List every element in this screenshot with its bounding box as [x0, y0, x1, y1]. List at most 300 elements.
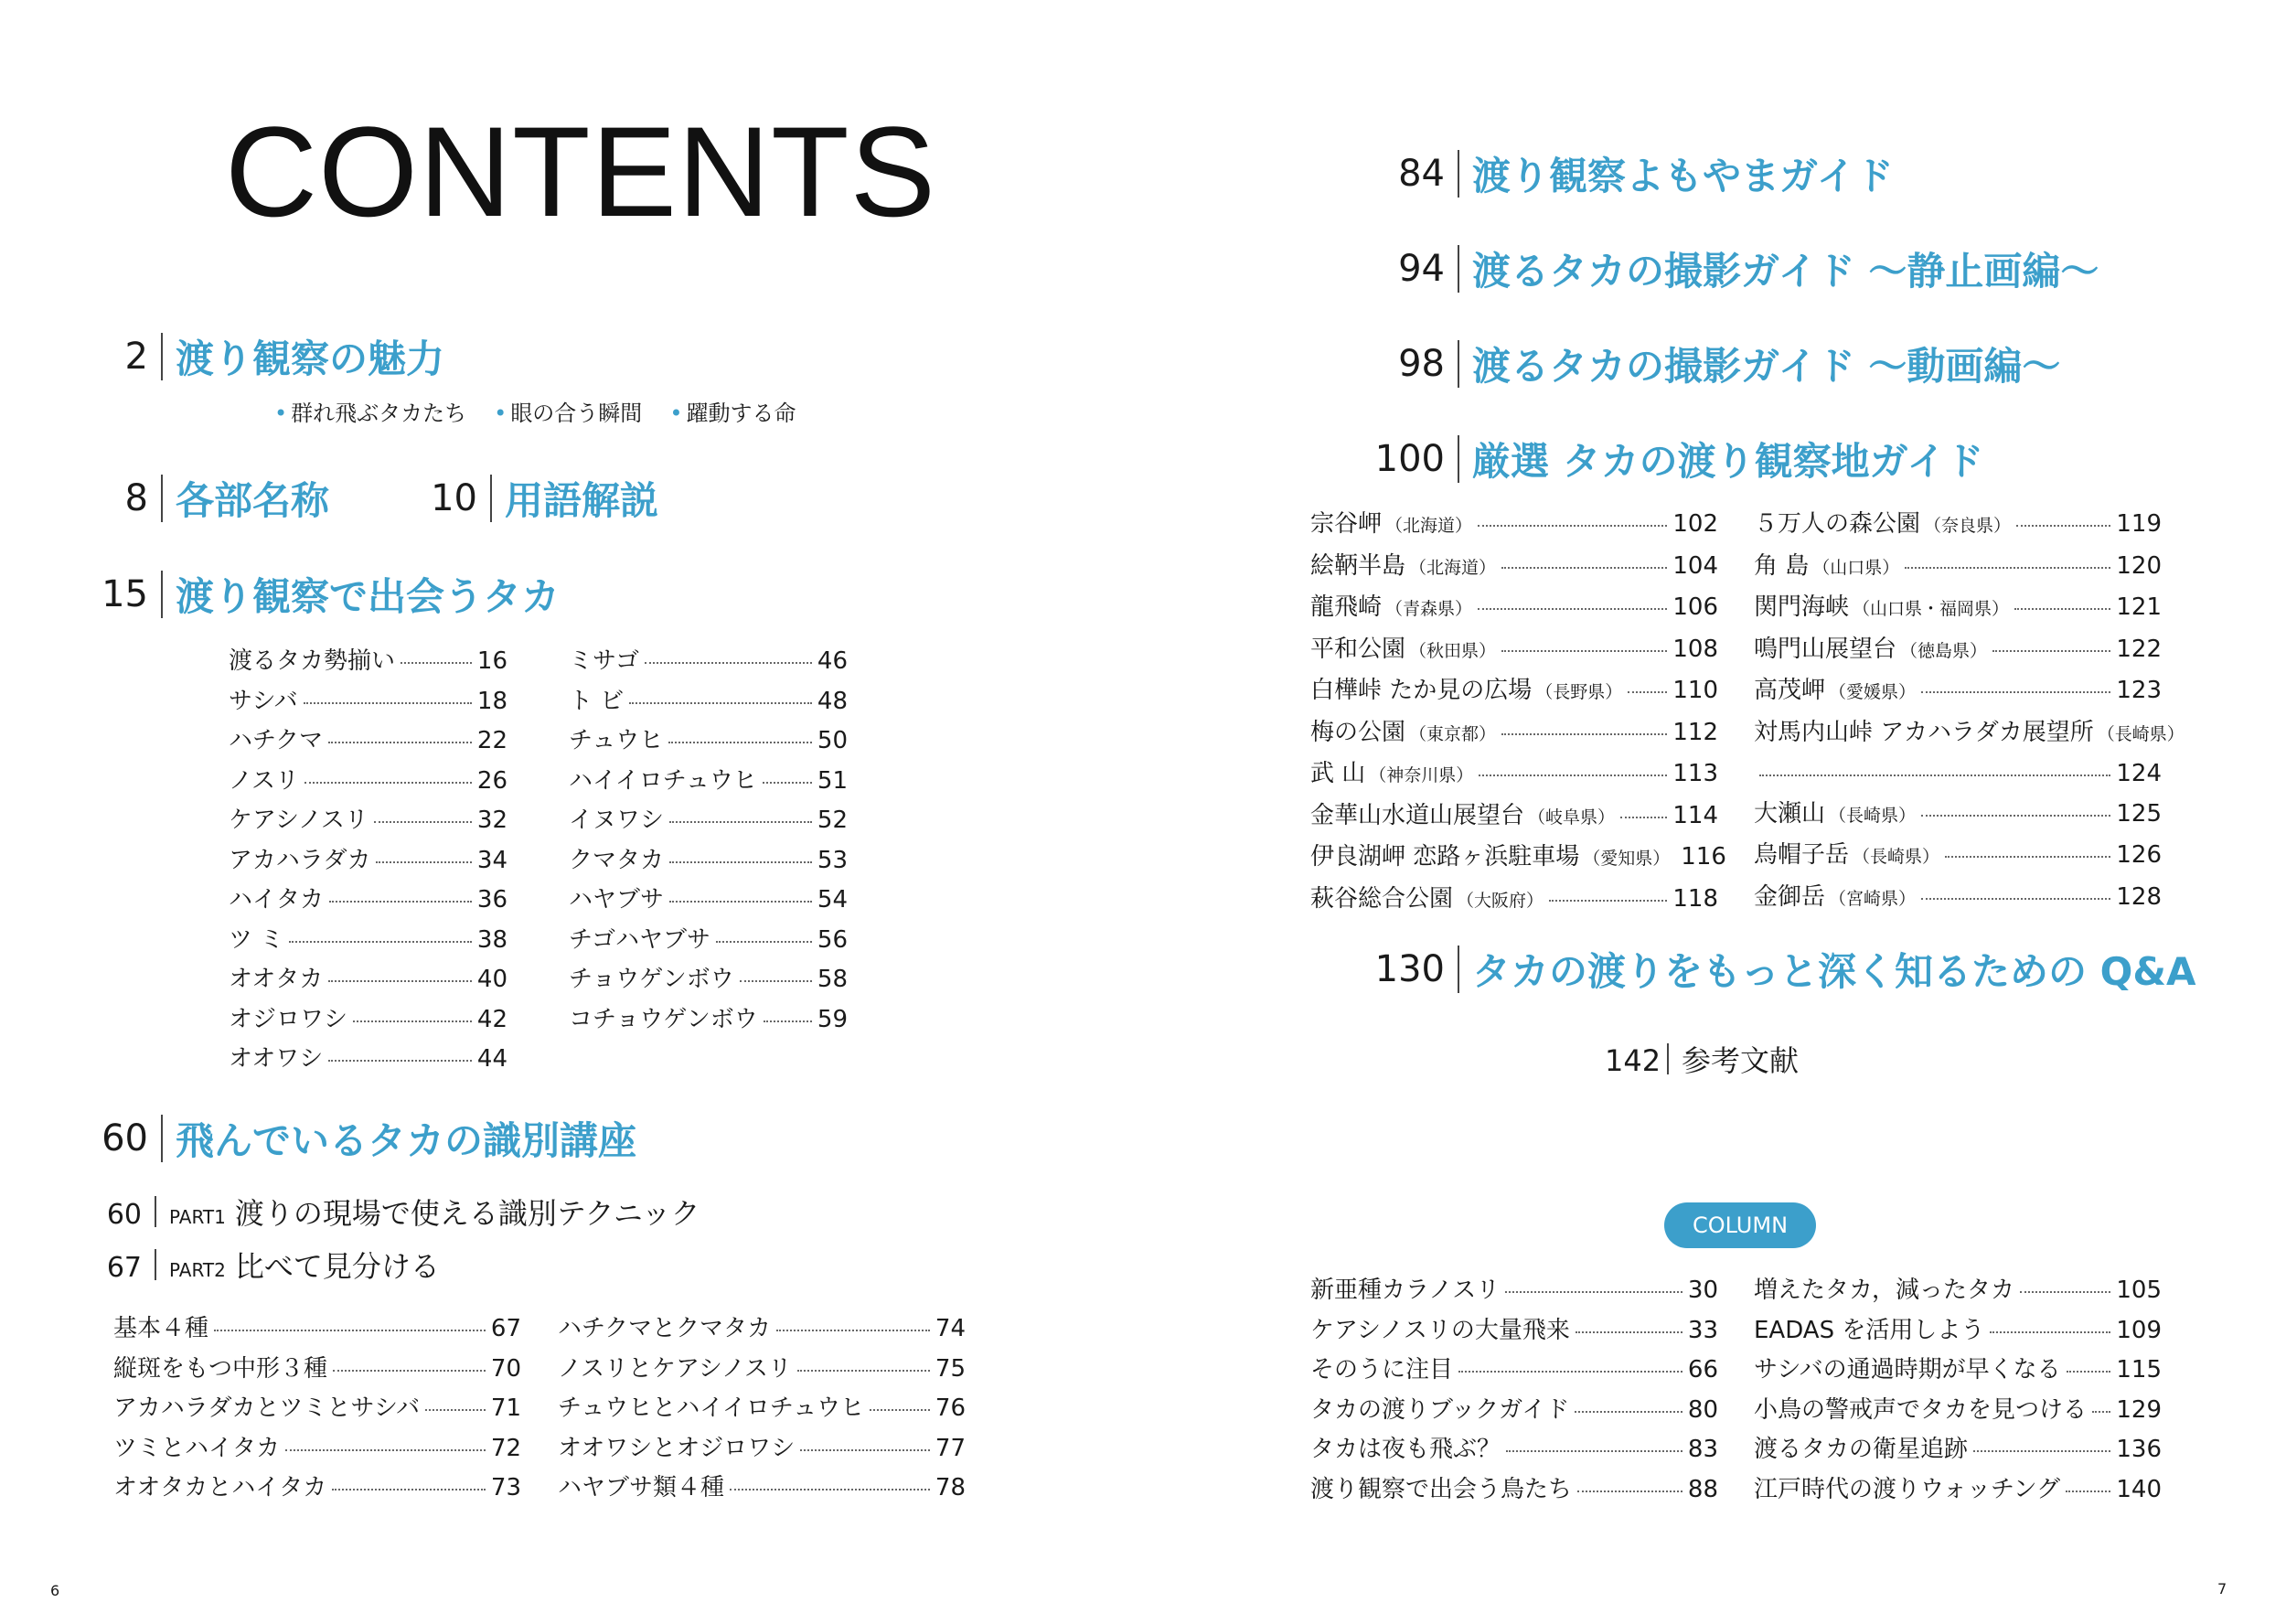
toc-entry[interactable]	[1310, 754, 1718, 796]
section-page: 84	[1398, 153, 1445, 195]
divider	[1458, 150, 1459, 198]
dot-leader	[716, 921, 812, 943]
entry-page: 44	[476, 1045, 507, 1073]
entry-title: 白樺峠 たか見の広場 （長野県）	[1310, 677, 1623, 704]
entry-page: 74	[935, 1315, 966, 1342]
toc-entry[interactable]	[569, 1000, 848, 1041]
entry-page: 22	[476, 727, 507, 754]
toc-entry[interactable]	[1754, 547, 2162, 589]
entry-title: アカハラダカとツミとサシバ	[113, 1394, 421, 1422]
entry-page: 125	[2116, 799, 2162, 828]
entry-title: ５万人の森公園 （奈良県）	[1754, 510, 2012, 538]
entry-page: 34	[476, 846, 507, 874]
entry-prefecture: （青森県）	[1385, 599, 1473, 619]
toc-entry[interactable]	[569, 881, 848, 921]
part-page: 67	[106, 1252, 142, 1284]
entry-page: 75	[935, 1354, 966, 1383]
section-label: 用語解説	[505, 478, 659, 523]
dot-leader	[1458, 1351, 1682, 1373]
toc-entry[interactable]	[569, 801, 848, 841]
part-tag: PART1	[169, 1206, 226, 1228]
entry-page: 58	[817, 966, 848, 993]
entry-title: サシバの通過時期が早くなる	[1754, 1356, 2061, 1384]
divider	[161, 571, 163, 618]
entry-page: 48	[817, 687, 848, 715]
entry-title: ハヤブサ	[569, 886, 665, 914]
entry-page: 110	[1672, 677, 1718, 704]
entry-title: オジロワシ	[229, 1005, 348, 1033]
entry-title: オオタカとハイタカ	[113, 1474, 327, 1501]
dot-leader	[1992, 630, 2110, 652]
entry-page: 40	[476, 966, 507, 993]
entry-title: オオワシとオジロワシ	[558, 1434, 796, 1462]
entry-prefecture: （東京都）	[1409, 723, 1497, 744]
dot-leader	[304, 682, 472, 704]
dot-leader	[328, 1040, 472, 1062]
subtopic: • 眼の合う瞬間	[494, 395, 642, 427]
toc-entry[interactable]	[229, 642, 507, 682]
toc-entry[interactable]	[1754, 1430, 2162, 1470]
dot-leader	[669, 841, 812, 863]
entry-prefecture: （愛媛県）	[1829, 682, 1917, 702]
dot-leader	[1575, 1391, 1682, 1413]
entry-page: 50	[817, 727, 848, 754]
page-number-right: 7	[2217, 1580, 2227, 1597]
refs-label: 参考文献	[1682, 1043, 1800, 1078]
entry-page: 36	[476, 886, 507, 914]
charm-subtopics	[274, 395, 796, 427]
entry-page: 102	[1672, 510, 1718, 538]
entry-prefecture: （秋田県）	[1409, 640, 1497, 661]
entry-page: 136	[2116, 1436, 2162, 1463]
entry-title: 新亜種カラノスリ	[1310, 1277, 1501, 1304]
dot-leader	[285, 1429, 486, 1451]
toc-section-parts-names[interactable]	[91, 471, 329, 526]
dot-leader	[1505, 1271, 1682, 1293]
entry-title: 梅の公園 （東京都）	[1310, 718, 1497, 746]
divider	[490, 475, 492, 522]
entry-prefecture: （長野県）	[1535, 682, 1623, 702]
entry-page: 42	[476, 1005, 507, 1033]
entry-title: タカの渡りブックガイド	[1310, 1395, 1570, 1424]
section-label: タカの渡りをもっと深く知るための Q&A	[1472, 949, 2196, 994]
toc-section-sites[interactable]	[1372, 432, 1983, 486]
dot-leader	[669, 881, 812, 903]
identification-list-col1	[113, 1309, 521, 1509]
entry-page: 53	[817, 846, 848, 874]
dot-leader	[1478, 588, 1667, 610]
section-page: 130	[1374, 948, 1445, 990]
toc-entry[interactable]	[569, 841, 848, 881]
refs-page: 142	[1605, 1043, 1661, 1078]
entry-page: 88	[1687, 1475, 1718, 1503]
entry-title: 江戸時代の渡りウォッチング	[1754, 1475, 2061, 1503]
entry-page: 72	[490, 1434, 521, 1462]
entry-page: 129	[2116, 1395, 2162, 1424]
entry-title: 関門海峡 （山口県・福岡県）	[1754, 593, 2010, 621]
toc-section-identification[interactable]	[91, 1111, 636, 1166]
toc-entry[interactable]	[1754, 878, 2162, 920]
toc-entry[interactable]	[229, 762, 507, 802]
toc-entry[interactable]	[1310, 1271, 1718, 1311]
entry-title: 龍飛崎 （青森県）	[1310, 593, 1473, 621]
entry-page: 104	[1672, 551, 1718, 580]
entry-title: 増えたタカ，減ったタカ	[1754, 1277, 2014, 1304]
dot-leader	[1990, 1311, 2110, 1333]
dot-leader	[328, 960, 472, 982]
dot-leader	[1549, 880, 1667, 902]
toc-entry[interactable]	[569, 960, 848, 1000]
dot-leader	[1506, 1430, 1682, 1452]
section-label: 渡り観察の魅力	[176, 337, 445, 381]
toc-entry[interactable]	[1310, 838, 1726, 880]
toc-entry[interactable]	[1754, 795, 2162, 837]
section-label: 渡るタカの撮影ガイド ～静止画編～	[1472, 249, 2099, 294]
divider	[1458, 946, 1459, 993]
toc-section-video[interactable]	[1372, 337, 2060, 391]
dot-leader	[764, 1000, 812, 1022]
divider	[155, 1249, 156, 1280]
entry-page: 118	[1672, 884, 1718, 913]
divider	[1458, 340, 1459, 388]
dot-leader	[1620, 796, 1667, 818]
column-list-col2	[1754, 1271, 2162, 1510]
entry-page: 115	[2116, 1356, 2162, 1384]
entry-title: 渡り観察で出会う鳥たち	[1310, 1475, 1573, 1503]
dot-leader	[376, 841, 471, 863]
toc-entry[interactable]	[558, 1429, 966, 1469]
entry-page: 67	[490, 1315, 521, 1342]
divider	[161, 1115, 163, 1162]
toc-entry[interactable]	[229, 881, 507, 921]
toc-entry[interactable]	[558, 1309, 966, 1350]
entry-page: 108	[1672, 635, 1718, 663]
toc-entry[interactable]	[113, 1350, 521, 1390]
dot-leader	[740, 960, 812, 982]
entry-title: 対馬内山峠 アカハラダカ展望所 （長崎県）	[1754, 718, 2185, 746]
entry-page: 56	[817, 925, 848, 954]
entry-page: 121	[2116, 593, 2162, 621]
toc-entry[interactable]	[1754, 1271, 2162, 1311]
entry-title: ト ビ	[569, 687, 625, 715]
entry-page: 126	[2116, 841, 2162, 869]
entry-page: 109	[2116, 1316, 2162, 1344]
toc-entry[interactable]	[1310, 547, 1718, 589]
entry-title: 平和公園 （秋田県）	[1310, 635, 1497, 663]
entry-prefecture: （大阪府）	[1457, 890, 1544, 911]
toc-entry[interactable]	[229, 921, 507, 961]
section-label: 渡り観察よもやまガイド	[1472, 154, 1894, 198]
toc-entry[interactable]	[229, 960, 507, 1000]
toc-entry[interactable]	[229, 841, 507, 881]
toc-references[interactable]	[1605, 1038, 1799, 1080]
column-badge: COLUMN	[1664, 1202, 1816, 1248]
toc-entry[interactable]	[1310, 880, 1718, 922]
toc-entry[interactable]	[569, 682, 848, 722]
toc-entry[interactable]	[1754, 1391, 2162, 1431]
entry-title: チゴハヤブサ	[569, 925, 710, 954]
divider	[1458, 435, 1459, 483]
toc-entry[interactable]	[1310, 713, 1718, 755]
toc-entry[interactable]	[229, 1040, 507, 1080]
section-page: 100	[1374, 438, 1445, 480]
entry-page: 120	[2116, 551, 2162, 580]
entry-title: 小鳥の警戒声でタカを見つける	[1754, 1395, 2088, 1424]
entry-prefecture: （愛知県）	[1583, 849, 1671, 869]
entry-title: 金御岳 （宮崎県）	[1754, 882, 1917, 911]
entry-page: 59	[817, 1005, 848, 1033]
entry-page: 140	[2116, 1475, 2162, 1503]
toc-entry[interactable]	[1310, 588, 1718, 630]
entry-prefecture: （徳島県）	[1900, 640, 1988, 661]
dot-leader	[776, 1309, 930, 1331]
dot-leader	[1501, 630, 1667, 652]
dot-leader	[425, 1389, 486, 1411]
entry-prefecture: （岐阜県）	[1528, 807, 1616, 828]
dot-leader	[2020, 1271, 2110, 1293]
toc-entry[interactable]	[113, 1389, 521, 1429]
entry-title: サシバ	[229, 687, 298, 715]
dot-leader	[289, 921, 472, 943]
toc-entry[interactable]	[569, 762, 848, 802]
divider	[155, 1196, 156, 1227]
entry-page: 128	[2116, 882, 2162, 911]
toc-entry[interactable]	[1310, 1430, 1718, 1470]
toc-section-hawks[interactable]	[91, 567, 560, 622]
entry-page: 16	[476, 647, 507, 675]
entry-prefecture: （長崎県）	[1853, 847, 1940, 867]
entry-title: 基本４種	[113, 1315, 209, 1342]
entry-title: ケアシノスリの大量飛来	[1310, 1316, 1570, 1344]
dot-leader	[1945, 836, 2110, 858]
entry-page: 51	[817, 766, 848, 795]
divider	[161, 475, 163, 522]
section-page: 98	[1398, 343, 1445, 385]
entry-title: 絵鞆半島 （北海道）	[1310, 551, 1497, 580]
entry-page: 73	[490, 1474, 521, 1501]
entry-page: 122	[2116, 635, 2162, 663]
entry-prefecture: （北海道）	[1409, 557, 1497, 578]
entry-page: 112	[1672, 718, 1718, 746]
section-label: 渡るタカの撮影ガイド ～動画編～	[1472, 344, 2061, 389]
entry-title: ハイイロチュウヒ	[569, 766, 757, 795]
entry-title: クマタカ	[569, 846, 665, 874]
entry-title: チュウヒとハイイロチュウヒ	[558, 1394, 865, 1422]
toc-entry[interactable]	[1754, 588, 2162, 630]
toc-part1[interactable]	[105, 1191, 700, 1233]
dot-leader	[730, 1469, 930, 1490]
dot-leader	[1921, 878, 2110, 900]
entry-prefecture: （宮崎県）	[1829, 888, 1917, 909]
entry-page: 106	[1672, 593, 1718, 621]
toc-entry[interactable]	[558, 1389, 966, 1429]
entry-page: 116	[1681, 843, 1726, 871]
entry-page: 119	[2116, 510, 2162, 538]
sites-list-col1	[1310, 505, 1726, 921]
toc-entry[interactable]	[113, 1469, 521, 1509]
dot-leader	[1628, 671, 1667, 693]
toc-entry[interactable]	[1310, 1351, 1718, 1391]
toc-entry[interactable]	[558, 1469, 966, 1509]
dot-leader	[1973, 1430, 2110, 1452]
dot-leader	[1921, 795, 2110, 817]
toc-entry[interactable]	[1310, 505, 1718, 547]
dot-leader	[668, 721, 812, 743]
dot-leader	[1501, 547, 1667, 569]
entry-title: 渡るタカ勢揃い	[229, 647, 396, 675]
section-label: 各部名称	[176, 478, 330, 523]
dot-leader	[304, 762, 472, 784]
entry-page: 105	[2116, 1277, 2162, 1304]
dot-leader	[1479, 754, 1667, 776]
entry-page: 77	[935, 1434, 966, 1462]
section-label: 飛んでいるタカの識別講座	[176, 1118, 637, 1163]
dot-leader	[870, 1389, 930, 1411]
sites-list-col2	[1754, 505, 2185, 919]
column-list-col1	[1310, 1271, 1718, 1510]
entry-page: 114	[1672, 801, 1718, 829]
toc-entry[interactable]	[1754, 1351, 2162, 1391]
subtopic: • 群れ飛ぶタカたち	[274, 395, 466, 427]
entry-title: 鳴門山展望台 （徳島県）	[1754, 635, 1988, 663]
entry-title: 高茂岬 （愛媛県）	[1754, 677, 1917, 704]
entry-title: ツ ミ	[229, 925, 284, 954]
entry-prefecture: （山口県・福岡県）	[1853, 599, 2010, 619]
dot-leader	[763, 762, 812, 784]
section-page: 94	[1398, 248, 1445, 290]
hawks-list-col1	[229, 642, 507, 1080]
toc-entry[interactable]	[569, 921, 848, 961]
toc-entry[interactable]	[569, 642, 848, 682]
dot-leader	[800, 1429, 930, 1451]
toc-entry[interactable]	[113, 1429, 521, 1469]
dot-leader	[669, 801, 812, 823]
page-title: CONTENTS	[225, 100, 936, 243]
dot-leader	[797, 1350, 930, 1372]
toc-entry[interactable]	[1310, 671, 1718, 713]
part-page: 60	[106, 1199, 142, 1231]
entry-title: アカハラダカ	[229, 846, 371, 874]
entry-page: 70	[490, 1354, 521, 1383]
dot-leader	[374, 801, 472, 823]
toc-section-glossary[interactable]	[421, 471, 658, 526]
toc-entry[interactable]	[229, 682, 507, 722]
toc-part2[interactable]	[105, 1244, 440, 1286]
entry-prefecture: （神奈川県）	[1369, 765, 1474, 785]
toc-entry[interactable]	[229, 1000, 507, 1041]
toc-section-charm[interactable]	[91, 329, 444, 384]
entry-page: 30	[1687, 1277, 1718, 1304]
toc-entry[interactable]	[1310, 1391, 1718, 1431]
toc-section-guide[interactable]	[1372, 146, 1894, 201]
entry-prefecture: （長崎県）	[2097, 723, 2185, 744]
toc-entry[interactable]	[1754, 1311, 2162, 1352]
entry-title: タカは夜も飛ぶ？	[1310, 1436, 1501, 1463]
dot-leader	[1478, 505, 1667, 527]
part-tag: PART2	[169, 1259, 226, 1281]
dot-leader	[1577, 1470, 1682, 1492]
entry-page: 18	[476, 687, 507, 715]
dot-leader	[353, 1000, 472, 1022]
entry-page: 80	[1687, 1395, 1718, 1424]
toc-entry[interactable]	[1754, 754, 2162, 795]
entry-page: 46	[817, 647, 848, 675]
toc-entry[interactable]	[229, 721, 507, 762]
section-page: 10	[431, 477, 477, 519]
dot-leader	[329, 881, 472, 903]
entry-page: 71	[490, 1394, 521, 1422]
toc-entry[interactable]	[1310, 796, 1718, 839]
toc-section-qa[interactable]	[1372, 942, 2195, 997]
entry-page: 38	[476, 925, 507, 954]
identification-list-col2	[558, 1309, 966, 1509]
toc-entry[interactable]	[1754, 1470, 2162, 1511]
toc-entry[interactable]	[229, 801, 507, 841]
entry-title: イヌワシ	[569, 807, 665, 834]
dot-leader	[1576, 1311, 1682, 1333]
toc-entry[interactable]	[1754, 836, 2162, 878]
hawks-list-col2	[569, 642, 848, 1040]
toc-entry[interactable]	[558, 1350, 966, 1390]
entry-page: 33	[1687, 1316, 1718, 1344]
divider	[1667, 1043, 1669, 1074]
section-label: 厳選 タカの渡り観察地ガイド	[1472, 439, 1984, 484]
entry-title: 烏帽子岳 （長崎県）	[1754, 841, 1940, 869]
entry-title: 武 山 （神奈川県）	[1310, 760, 1474, 787]
dot-leader	[1905, 547, 2110, 569]
toc-entry[interactable]	[1310, 630, 1718, 672]
toc-section-photo[interactable]	[1372, 241, 2099, 296]
entry-page: 52	[817, 807, 848, 834]
entry-title: 宗谷岬 （北海道）	[1310, 510, 1473, 538]
toc-entry[interactable]	[1310, 1311, 1718, 1352]
dot-leader	[2016, 505, 2110, 527]
entry-title: オオワシ	[229, 1045, 324, 1073]
part-label: 比べて見分ける	[234, 1249, 440, 1284]
toc-entry[interactable]	[1754, 505, 2162, 547]
toc-entry[interactable]	[113, 1309, 521, 1350]
entry-title: オオタカ	[229, 966, 324, 993]
entry-page: 123	[2116, 677, 2162, 704]
toc-entry[interactable]	[1754, 630, 2162, 672]
toc-entry[interactable]	[1754, 713, 2185, 755]
entry-title: コチョウゲンボウ	[569, 1005, 758, 1033]
entry-title: 萩谷総合公園 （大阪府）	[1310, 884, 1544, 913]
dot-leader	[645, 642, 812, 664]
section-page: 60	[101, 1117, 148, 1159]
dot-leader	[332, 1469, 486, 1490]
dot-leader	[2014, 588, 2110, 610]
divider	[1458, 245, 1459, 293]
entry-title: ケアシノスリ	[229, 807, 369, 834]
entry-page: 76	[935, 1394, 966, 1422]
dot-leader	[1501, 713, 1667, 735]
section-page: 2	[124, 336, 148, 378]
dot-leader	[2067, 1351, 2111, 1373]
toc-entry[interactable]	[569, 721, 848, 762]
entry-title: ミサゴ	[569, 647, 639, 675]
entry-title: ハチクマとクマタカ	[558, 1315, 771, 1342]
entry-title: ノスリ	[229, 766, 299, 795]
entry-title: ハヤブサ類４種	[558, 1474, 725, 1501]
toc-entry[interactable]	[1754, 671, 2162, 713]
entry-title: 縦斑をもつ中形３種	[113, 1354, 328, 1383]
entry-page: 26	[476, 766, 507, 795]
section-page: 15	[101, 573, 148, 615]
entry-title: 金華山水道山展望台 （岐阜県）	[1310, 801, 1616, 829]
toc-entry[interactable]	[1310, 1470, 1718, 1511]
entry-title: 角 島 （山口県）	[1754, 551, 1900, 580]
